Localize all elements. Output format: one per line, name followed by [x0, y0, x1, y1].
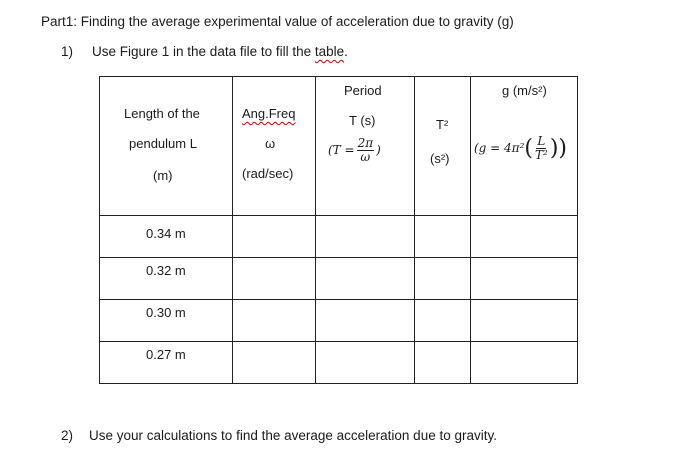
header-tsq-unit: (s²) [430, 151, 450, 166]
length-value: 0.27 m [146, 347, 186, 362]
header-tsq-line1: T² [436, 117, 449, 132]
length-value: 0.32 m [146, 263, 186, 278]
step-2-text: Use your calculations to find the average acceleration due to gravity. [89, 428, 497, 443]
step-1-period: . [344, 44, 348, 59]
g-cell[interactable] [471, 216, 578, 258]
header-length-line2: pendulum L [129, 136, 197, 151]
angfreq-cell[interactable] [233, 216, 316, 258]
step-2-number: 2) [61, 428, 74, 443]
g-cell[interactable] [471, 258, 578, 300]
header-angfreq-symbol: ω [265, 136, 276, 151]
table-row [100, 216, 578, 258]
header-length [100, 77, 233, 216]
header-g-line1: g (m/s²) [502, 83, 547, 98]
tsq-cell[interactable] [415, 300, 471, 342]
g-cell[interactable] [471, 342, 578, 384]
header-length-unit: (m) [153, 168, 173, 183]
header-angfreq-unit: (rad/sec) [242, 166, 294, 181]
table-row [100, 300, 578, 342]
period-cell[interactable] [316, 258, 415, 300]
header-period-line2: T (s) [349, 113, 376, 128]
angfreq-cell[interactable] [233, 258, 316, 300]
tsq-cell[interactable] [415, 258, 471, 300]
step-2 [61, 428, 497, 443]
length-cell [100, 216, 233, 258]
header-period-formula: (T = $\frac{2\pi}{\omega}$ ) [328, 136, 381, 164]
data-table [99, 76, 578, 384]
step-1-number: 1) [61, 44, 74, 59]
period-cell[interactable] [316, 216, 415, 258]
header-row [100, 77, 578, 216]
angfreq-cell[interactable] [233, 300, 316, 342]
step-1-text: Use Figure 1 in the data file to fill the [92, 44, 315, 59]
header-g [471, 77, 578, 216]
header-length-line1: Length of the [124, 106, 200, 121]
period-cell[interactable] [316, 342, 415, 384]
header-g-formula: (g = 4π²( $\frac{L}{\text{T²}}$ )) [474, 134, 567, 162]
length-value: 0.30 m [146, 305, 186, 320]
header-angfreq [233, 77, 316, 216]
header-angfreq-line1: Ang.Freq [242, 106, 296, 121]
tsq-cell[interactable] [415, 342, 471, 384]
length-cell [100, 342, 233, 384]
table-row [100, 342, 578, 384]
tsq-cell[interactable] [415, 216, 471, 258]
header-period [316, 77, 415, 216]
header-tsq [415, 77, 471, 216]
length-cell [100, 300, 233, 342]
period-cell[interactable] [316, 300, 415, 342]
length-cell [100, 258, 233, 300]
g-cell[interactable] [471, 300, 578, 342]
angfreq-cell[interactable] [233, 342, 316, 384]
part-title: Part1: Finding the average experimental value of acceleration due to gravity (g) [41, 14, 514, 29]
step-1-table-word: table [314, 44, 345, 59]
length-value: 0.34 m [146, 226, 186, 241]
step-1 [61, 44, 348, 59]
table-row [100, 258, 578, 300]
header-period-line1: Period [344, 83, 382, 98]
